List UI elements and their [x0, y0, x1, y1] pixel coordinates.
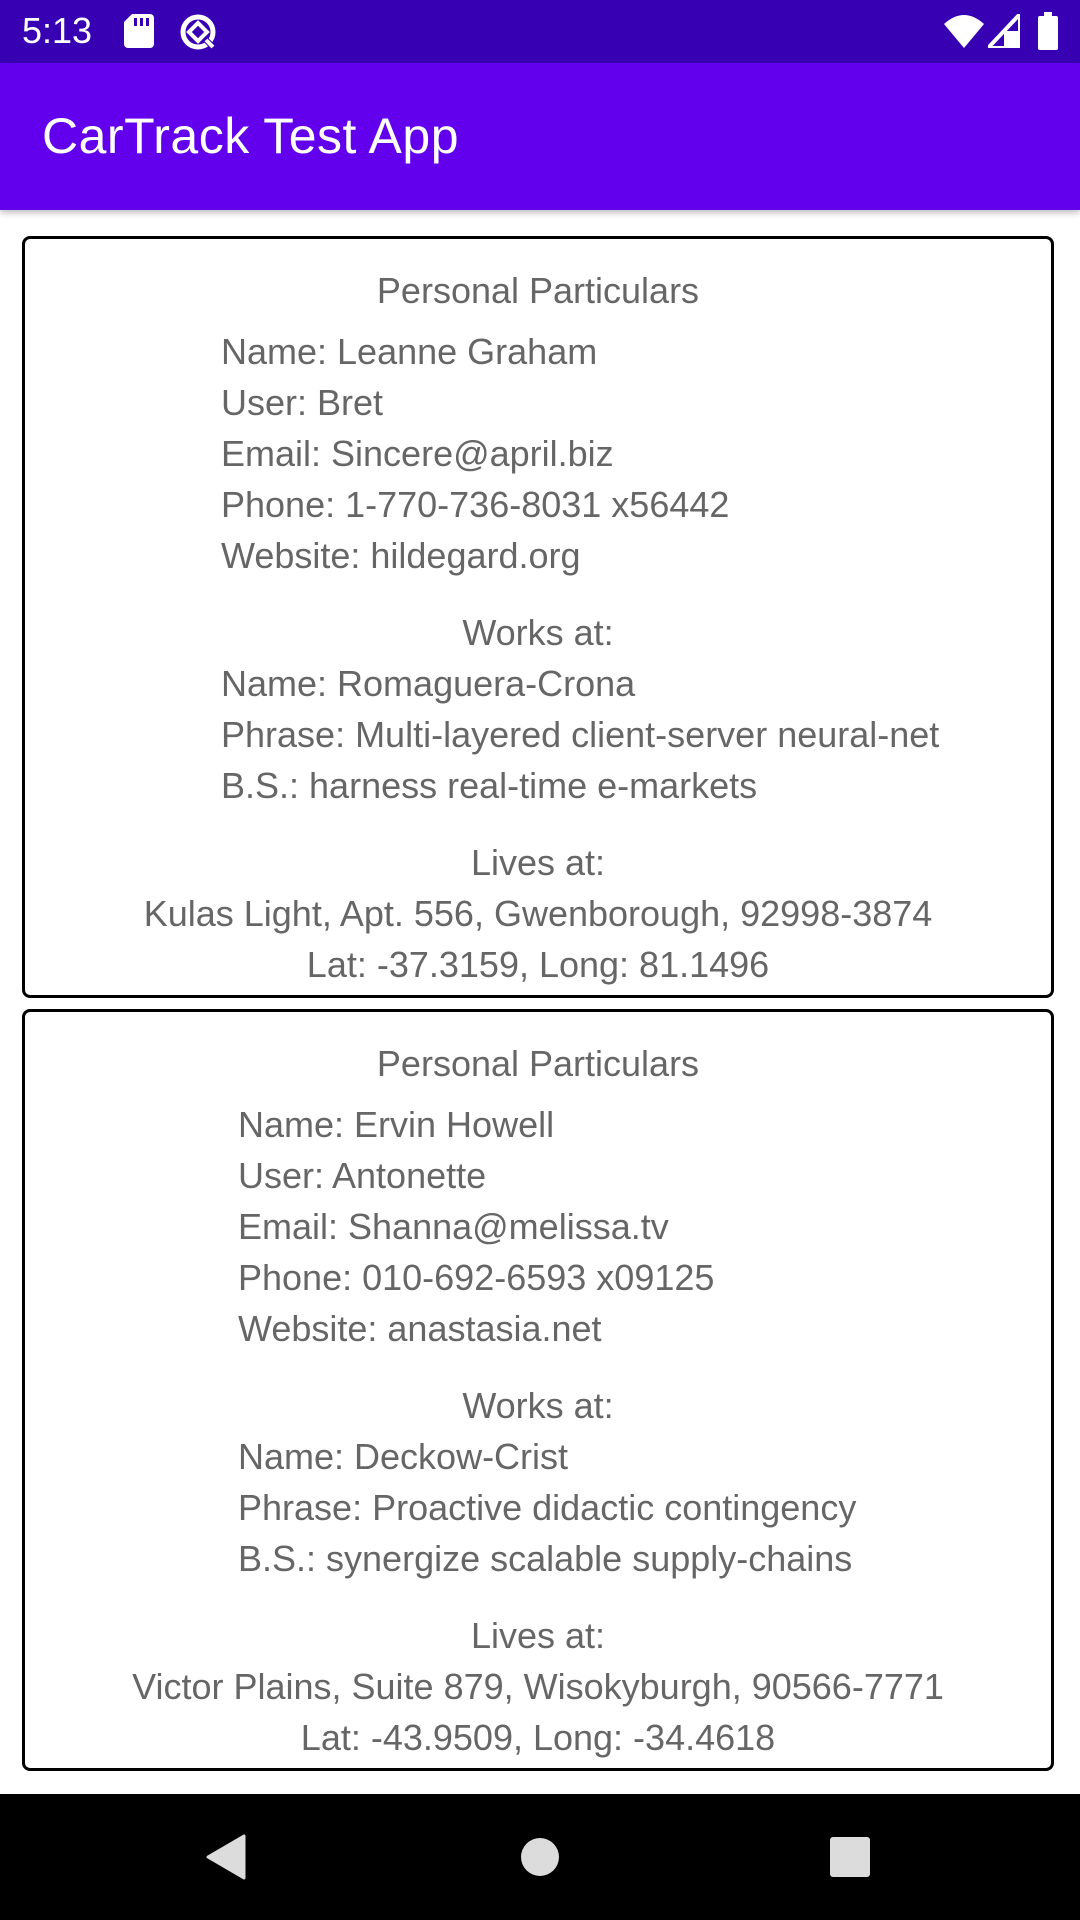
- wifi-icon: [944, 14, 984, 52]
- address: Victor Plains, Suite 879, Wisokyburgh, 90566-7771: [132, 1666, 944, 1707]
- sd-card-icon: [124, 14, 154, 52]
- battery-icon: [1038, 12, 1058, 54]
- geo-coordinates: Lat: -37.3159, Long: 81.1496: [306, 944, 770, 985]
- company-name: Name: Deckow-Crist: [238, 1436, 569, 1477]
- back-icon[interactable]: [206, 1834, 246, 1884]
- personal-particulars-heading: Personal Particulars: [376, 270, 700, 311]
- company-bs: B.S.: synergize scalable supply-chains: [238, 1538, 853, 1579]
- company-bs: B.S.: harness real-time e-markets: [221, 765, 758, 806]
- recents-icon[interactable]: [830, 1837, 870, 1881]
- app-bar: [0, 63, 1080, 210]
- lives-at-heading: Lives at:: [470, 842, 606, 883]
- status-bar: [0, 0, 1080, 63]
- app-title: CarTrack Test App: [42, 108, 459, 164]
- works-at-heading: Works at:: [462, 612, 614, 653]
- user-card[interactable]: [22, 236, 1054, 998]
- works-at-heading: Works at:: [462, 1385, 614, 1426]
- status-time: 5:13: [22, 10, 93, 51]
- address: Kulas Light, Apt. 556, Gwenborough, 92998-3874: [143, 893, 933, 934]
- user-website: Website: hildegard.org: [221, 535, 581, 576]
- user-email: Email: Shanna@melissa.tv: [238, 1206, 669, 1247]
- user-phone: Phone: 1-770-736-8031 x56442: [221, 484, 730, 525]
- sync-icon: [178, 12, 218, 56]
- user-name: Name: Leanne Graham: [221, 331, 598, 372]
- company-phrase: Phrase: Proactive didactic contingency: [238, 1487, 857, 1528]
- signal-icon: [988, 14, 1020, 52]
- company-phrase: Phrase: Multi-layered client-server neural-net: [221, 714, 940, 755]
- user-username: User: Bret: [221, 382, 384, 423]
- user-name: Name: Ervin Howell: [238, 1104, 555, 1145]
- geo-coordinates: Lat: -43.9509, Long: -34.4618: [300, 1717, 776, 1758]
- personal-particulars-heading: Personal Particulars: [376, 1043, 700, 1084]
- user-username: User: Antonette: [238, 1155, 487, 1196]
- navigation-bar: [0, 1794, 1080, 1920]
- user-card[interactable]: [22, 1009, 1054, 1771]
- company-name: Name: Romaguera-Crona: [221, 663, 636, 704]
- home-icon[interactable]: [520, 1837, 560, 1881]
- user-phone: Phone: 010-692-6593 x09125: [238, 1257, 715, 1298]
- lives-at-heading: Lives at:: [470, 1615, 606, 1656]
- user-email: Email: Sincere@april.biz: [221, 433, 614, 474]
- user-website: Website: anastasia.net: [238, 1308, 602, 1349]
